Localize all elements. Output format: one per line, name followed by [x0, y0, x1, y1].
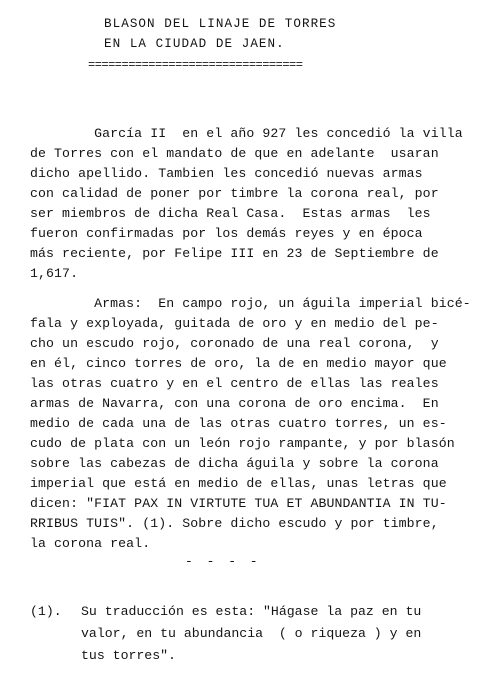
document-title-line-2: EN LA CIUDAD DE JAEN.	[104, 37, 285, 51]
document-title-line-1: BLASON DEL LINAJE DE TORRES	[104, 17, 337, 31]
title-underline-rule: ================================	[88, 58, 303, 72]
paragraph-line: armas de Navarra, con una corona de oro encima. En	[30, 396, 439, 411]
paragraph-line: sobre las cabezas de dicha águila y sobre la corona	[30, 456, 439, 471]
paragraph-line: medio de cada una de las otras cuatro torres, un es-	[30, 416, 447, 431]
paragraph-line: ser miembros de dicha Real Casa. Estas armas les	[30, 206, 431, 221]
paragraph-line: imperial que está en medio de ellas, unas letras que	[30, 476, 447, 491]
footnote-line: Su traducción es esta: "Hágase la paz en tu	[81, 604, 422, 619]
paragraph-line: cudo de plata con un león rojo rampante, y por blasón	[30, 436, 455, 451]
paragraph-line: la corona real.	[30, 536, 151, 551]
paragraph-line: fala y exployada, guitada de oro y en medio del pe-	[30, 316, 439, 331]
paragraph-line: cho un escudo rojo, coronado de una real corona, y	[30, 336, 439, 351]
footnote-line: valor, en tu abundancia ( o riqueza ) y en	[81, 626, 422, 641]
paragraph-line: Armas: En campo rojo, un águila imperial bicé-	[30, 296, 471, 311]
paragraph-line: RRIBUS TUIS". (1). Sobre dicho escudo y por timbre,	[30, 516, 439, 531]
paragraph-line: dicho apellido. Tambien les concedió nuevas armas	[30, 166, 423, 181]
paragraph-line: dicen: "FIAT PAX IN VIRTUTE TUA ET ABUNDANTIA IN TU-	[30, 496, 447, 511]
paragraph-line: las otras cuatro y en el centro de ellas las reales	[30, 376, 439, 391]
paragraph-line: en él, cinco torres de oro, la de en medio mayor que	[30, 356, 447, 371]
footnote-marker: (1).	[30, 604, 62, 619]
paragraph-line: más reciente, por Felipe III en 23 de Septiembre de	[30, 246, 439, 261]
section-separator: - - - -	[185, 554, 261, 569]
paragraph-line: fueron confirmadas por los demás reyes y en época	[30, 226, 423, 241]
paragraph-line: García II en el año 927 les concedió la villa	[30, 126, 463, 141]
footnote-line: tus torres".	[81, 648, 176, 663]
paragraph-line: de Torres con el mandato de que en adelante usaran	[30, 146, 439, 161]
paragraph-line: con calidad de poner por timbre la corona real, por	[30, 186, 439, 201]
paragraph-line: 1,617.	[30, 266, 79, 281]
